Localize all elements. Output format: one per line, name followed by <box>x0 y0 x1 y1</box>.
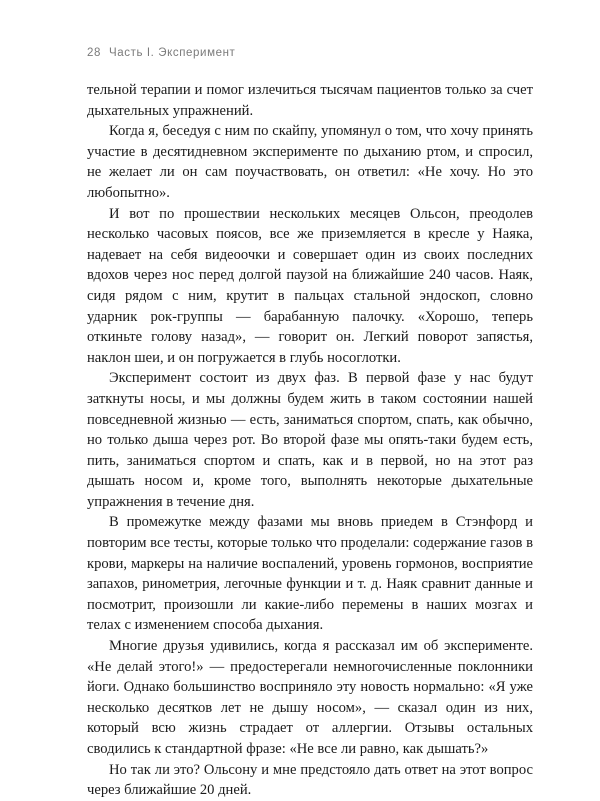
section-title: Часть I. Эксперимент <box>109 47 236 59</box>
paragraph-7: Но так ли это? Ольсону и мне предстояло дать ответ на этот вопрос через ближайшие 20 дней. <box>87 761 533 799</box>
body-text <box>87 80 533 801</box>
paragraph-1: тельной терапии и помог излечиться тысячам пациентов только за счет дыхательных упражнений. <box>87 82 533 119</box>
paragraph-6: Многие друзья удивились, когда я рассказал им об эксперименте. «Не делай этого!» — предостерегали немногочисленные поклонники йоги. Однако большинство восприняло эту новость нормально: «Я уже несколько десятков лет не дышу носом», — сказал один из них, который всю жизнь страдает от аллергии. Отзывы остальных сводились к стандартной фразе: «Не все ли равно, как дышать?» <box>87 638 533 757</box>
paragraph-2: Когда я, беседуя с ним по скайпу, упомянул о том, что хочу принять участие в десятидневном эксперименте по дыханию ртом, и спросил, не желает ли он сам поучаствовать, он ответил: «Не хочу. Но это любопытно». <box>87 123 533 201</box>
paragraph-5: В промежутке между фазами мы вновь приедем в Стэнфорд и повторим все тесты, которые только что проделали: содержание газов в крови, маркеры на наличие воспалений, уровень гормонов, восприятие запахов, ринометрия, легочные функции и т. д. Наяк сравнит данные и посмотрит, произошли ли какие-либо перемены в наших мозгах и телах с изменением способа дыхания. <box>87 514 533 634</box>
running-head <box>87 47 235 59</box>
paragraph-4: Эксперимент состоит из двух фаз. В первой фазе у нас будут заткнуты носы, и мы должны будем жить в таком состоянии нашей повседневной жизнью — есть, заниматься спортом, спать, как обычно, но только дыша через рот. Во второй фазе мы опять-таки будем есть, пить, заниматься спортом и спать, как и в первой, но на этот раз дышать носом и, кроме того, выполнять некоторые дыхательные упражнения в течение дня. <box>87 370 533 510</box>
paragraph-3: И вот по прошествии нескольких месяцев Ольсон, преодолев несколько часовых поясов, все же приземляется в кресле у Наяка, надевает на себя видеоочки и совершает один из своих последних вдохов через нос перед долгой паузой на ближайшие 240 часов. Наяк, сидя рядом с ним, крутит в пальцах стальной эндоскоп, словно ударник рок-группы — барабанную палочку. «Хорошо, теперь откиньте голову назад», — говорит он. Легкий поворот запястья, наклон шеи, и он погружается в глубь носоглотки. <box>87 205 533 366</box>
page-number: 28 <box>87 47 101 59</box>
